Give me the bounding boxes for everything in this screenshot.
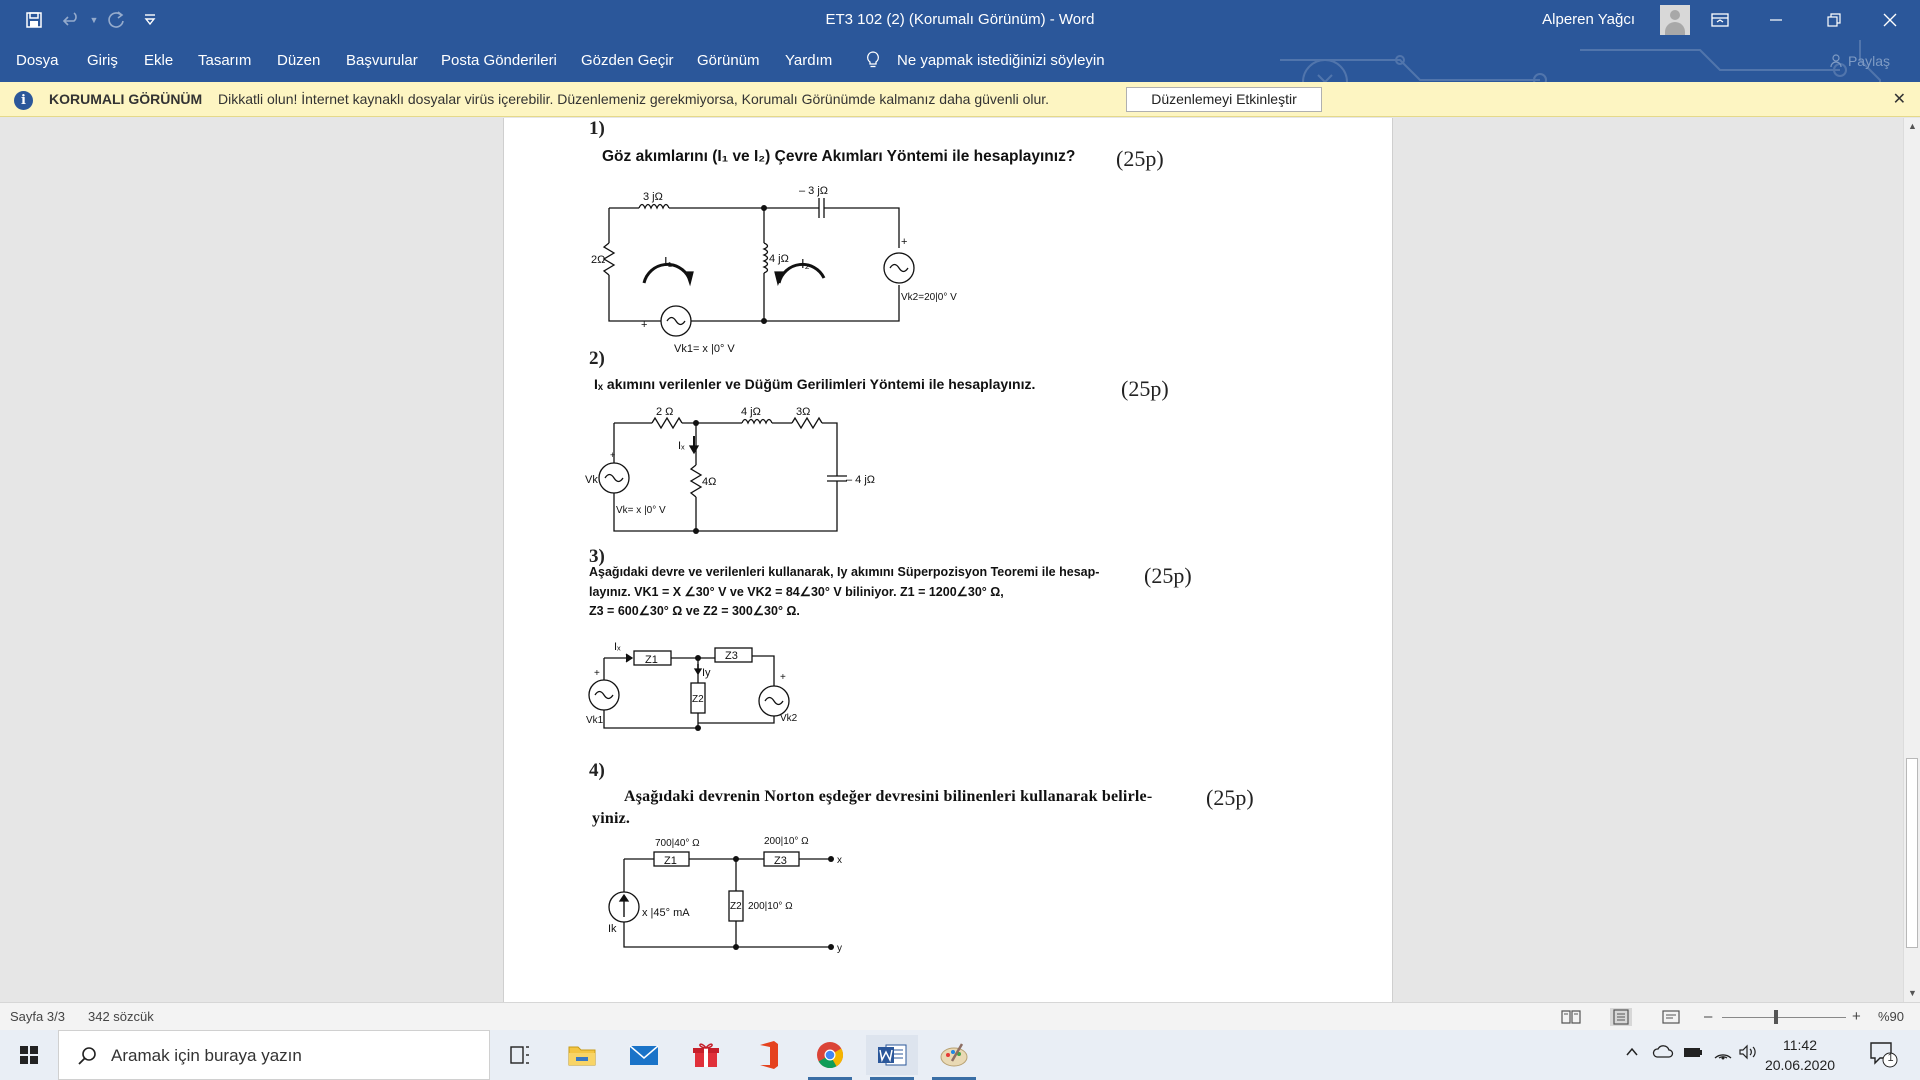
q4-label-z3val: 200|10° Ω	[764, 836, 809, 847]
search-icon	[77, 1045, 99, 1067]
minimize-icon[interactable]	[1748, 0, 1804, 40]
q2-label-r1: 2 Ω	[656, 406, 674, 418]
q3-label-plus-right: +	[780, 672, 786, 683]
q2-label-vk: Vk	[585, 474, 598, 486]
q2-label-r3: 4Ω	[702, 476, 717, 488]
search-placeholder: Aramak için buraya yazın	[111, 1046, 302, 1065]
q1-label-i2: I₂	[801, 256, 810, 271]
user-name[interactable]: Alperen Yağcı	[1542, 11, 1635, 28]
q4-label-x: x	[837, 855, 842, 866]
zoom-level[interactable]: %90	[1878, 1009, 1905, 1024]
q3-label-z3: Z3	[725, 650, 738, 662]
ribbon-display-options-icon[interactable]	[1692, 0, 1748, 40]
document-page[interactable]	[503, 118, 1393, 1002]
notification-count: 1	[1887, 1052, 1894, 1064]
tab-giris[interactable]: Giriş	[87, 52, 118, 69]
wifi-icon[interactable]	[1712, 1044, 1734, 1065]
windows-logo-icon	[0, 1030, 58, 1080]
protected-view-bar	[0, 82, 1920, 117]
q2-label-l: 4 jΩ	[741, 406, 761, 418]
tab-gozden-gecir[interactable]: Gözden Geçir	[581, 52, 674, 69]
zoom-out-button[interactable]: –	[1704, 1008, 1713, 1025]
tab-posta-gonderileri[interactable]: Posta Gönderileri	[441, 52, 557, 69]
taskbar-search-box[interactable]	[58, 1030, 490, 1080]
q3-text-line2: layınız. VK1 = X ∠30° V ve VK2 = 84∠30° V biliniyor. Z1 = 1200∠30° Ω,	[589, 585, 1004, 599]
q4-label-y: y	[837, 943, 842, 954]
avatar[interactable]	[1660, 5, 1690, 35]
q1-points: (25p)	[1116, 146, 1164, 171]
print-layout-icon[interactable]	[1610, 1008, 1632, 1026]
zoom-slider[interactable]	[1722, 1017, 1846, 1018]
zoom-slider-thumb[interactable]	[1774, 1010, 1778, 1024]
mail-icon[interactable]	[618, 1035, 670, 1075]
protected-view-heading: KORUMALI GÖRÜNÜM	[49, 91, 203, 107]
q3-text-line3: Z3 = 600∠30° Ω ve Z2 = 300∠30° Ω.	[589, 604, 800, 618]
lightbulb-icon	[866, 51, 880, 69]
q4-circuit-diagram	[594, 834, 854, 954]
onedrive-icon[interactable]	[1652, 1044, 1674, 1065]
scroll-up-icon[interactable]: ▲	[1908, 121, 1917, 131]
status-bar	[0, 1002, 1920, 1030]
q1-text: Göz akımlarını (I₁ ve I₂) Çevre Akımları Yöntemi ile hesaplayınız?	[602, 148, 1076, 165]
q1-label-i1: I₁	[664, 254, 672, 269]
q1-circuit-diagram	[579, 185, 957, 358]
q1-label-l1: 3 jΩ	[643, 191, 663, 203]
tab-duzen[interactable]: Düzen	[277, 52, 321, 69]
word-taskbar-icon[interactable]	[866, 1035, 918, 1075]
tab-gorunum[interactable]: Görünüm	[697, 52, 760, 69]
task-view-icon[interactable]	[494, 1035, 546, 1075]
battery-icon[interactable]	[1682, 1044, 1704, 1065]
start-button[interactable]	[0, 1030, 58, 1080]
q1-label-l2: 4 jΩ	[769, 253, 789, 265]
undo-dropdown-icon[interactable]: ▼	[89, 15, 99, 25]
q1-label-vk1: Vk1= x |0° V	[674, 343, 735, 355]
gift-icon[interactable]	[680, 1035, 732, 1075]
q4-label-z2val: 200|10° Ω	[748, 901, 793, 912]
q3-label-plus-left: +	[594, 668, 600, 679]
tab-yardim[interactable]: Yardım	[785, 52, 833, 69]
close-icon[interactable]	[1862, 0, 1918, 40]
scroll-thumb[interactable]	[1906, 758, 1918, 948]
q3-circuit-diagram	[584, 638, 834, 758]
q4-text-line2: yiniz.	[592, 810, 631, 827]
share-label: Paylaş	[1847, 53, 1890, 69]
file-explorer-icon[interactable]	[556, 1035, 608, 1075]
clock-date: 20.06.2020	[1764, 1057, 1836, 1073]
customize-qat-icon[interactable]	[138, 8, 162, 32]
word-count[interactable]: 342 sözcük	[88, 1009, 154, 1024]
read-mode-icon[interactable]	[1560, 1008, 1582, 1026]
share-button[interactable]	[1830, 40, 1890, 82]
tab-basvurular[interactable]: Başvurular	[346, 52, 418, 69]
q2-points: (25p)	[1121, 376, 1169, 401]
q2-text: Iₓ akımını verilenler ve Düğüm Gerilimleri Yöntemi ile hesaplayınız.	[594, 376, 1036, 392]
q3-label-vk1: Vk1	[586, 715, 604, 726]
q1-label-plus-right: +	[901, 236, 908, 248]
office-icon[interactable]	[742, 1035, 794, 1075]
ribbon-circuit-decoration	[1280, 40, 1920, 82]
tell-me-search[interactable]: Ne yapmak istediğinizi söyleyin	[897, 52, 1105, 69]
chrome-icon[interactable]	[804, 1035, 856, 1075]
q4-points: (25p)	[1206, 785, 1254, 810]
q3-label-iy: Iy	[702, 667, 711, 679]
vertical-scrollbar[interactable]	[1903, 118, 1920, 1002]
q1-label-c1: – 3 jΩ	[799, 185, 829, 197]
q4-label-z1: Z1	[664, 855, 677, 867]
q4-label-z3: Z3	[774, 855, 787, 867]
q2-number: 2)	[589, 348, 605, 369]
q1-number: 1)	[589, 118, 605, 139]
q3-number: 3)	[589, 546, 605, 567]
q3-text-line1: Aşağıdaki devre ve verilenleri kullanarak, Iy akımını Süperpozisyon Teoremi ile hesap-	[589, 565, 1100, 579]
enable-editing-button[interactable]: Düzenlemeyi Etkinleştir	[1126, 87, 1322, 112]
undo-icon[interactable]	[60, 8, 84, 32]
q2-label-r2: 3Ω	[796, 406, 811, 418]
clock-time: 11:42	[1783, 1037, 1817, 1053]
info-icon: i	[14, 91, 33, 110]
q3-label-z2: Z2	[692, 694, 704, 705]
q3-label-ix: Iₓ	[614, 641, 621, 653]
q4-label-ikval: x |45° mA	[642, 907, 690, 919]
document-area[interactable]	[0, 118, 1903, 1002]
chevron-up-icon[interactable]	[1624, 1044, 1640, 1065]
q3-points: (25p)	[1144, 563, 1192, 588]
q1-label-plus-bottom: +	[641, 319, 648, 331]
notifications-icon[interactable]	[1868, 1040, 1898, 1073]
q2-label-vkval: Vk= x |0° V	[616, 505, 666, 516]
title-bar	[0, 0, 1920, 40]
redo-icon[interactable]	[104, 8, 128, 32]
q3-label-z1: Z1	[645, 654, 658, 666]
q1-label-vk2: Vk2=20|0° V	[901, 292, 957, 303]
scroll-down-icon[interactable]: ▼	[1908, 988, 1917, 998]
windows-taskbar	[0, 1030, 1920, 1080]
q1-label-r: 2Ω	[591, 254, 606, 266]
window-title: ET3 102 (2) (Korumalı Görünüm) - Word	[825, 11, 1095, 28]
save-icon[interactable]	[22, 8, 46, 32]
close-bar-icon[interactable]: ✕	[1892, 91, 1906, 108]
volume-icon[interactable]	[1738, 1044, 1760, 1065]
paint-icon[interactable]	[928, 1035, 980, 1075]
ribbon-tabs	[0, 40, 1920, 82]
q2-label-ix: Iₓ	[678, 440, 685, 452]
q4-label-z1val: 700|40° Ω	[655, 838, 700, 849]
tab-dosya[interactable]: Dosya	[16, 52, 59, 69]
q3-label-vk2: Vk2	[780, 713, 798, 724]
person-icon	[1830, 54, 1844, 68]
restore-icon[interactable]	[1806, 0, 1862, 40]
q2-label-c: – 4 jΩ	[846, 474, 876, 486]
q4-text-line1: Aşağıdaki devrenin Norton eşdeğer devresini bilinenleri kullanarak belirle-	[624, 788, 1153, 805]
q2-circuit-diagram	[584, 403, 874, 543]
q2-label-plus: +	[610, 450, 616, 460]
zoom-in-button[interactable]: +	[1852, 1008, 1861, 1025]
web-layout-icon[interactable]	[1660, 1008, 1682, 1026]
page-indicator[interactable]: Sayfa 3/3	[10, 1009, 65, 1024]
system-clock[interactable]	[1764, 1035, 1836, 1075]
q4-label-ik: Ik	[608, 923, 617, 935]
q4-number: 4)	[589, 760, 605, 781]
protected-view-message: Dikkatli olun! İnternet kaynaklı dosyalar virüs içerebilir. Düzenlemeniz gerekmiyorsa, Korumalı Görünümde kalmanız daha güvenli olur.	[218, 91, 1050, 107]
q4-label-z2: Z2	[730, 901, 742, 912]
tab-tasarim[interactable]: Tasarım	[198, 52, 252, 69]
tab-ekle[interactable]: Ekle	[144, 52, 174, 69]
